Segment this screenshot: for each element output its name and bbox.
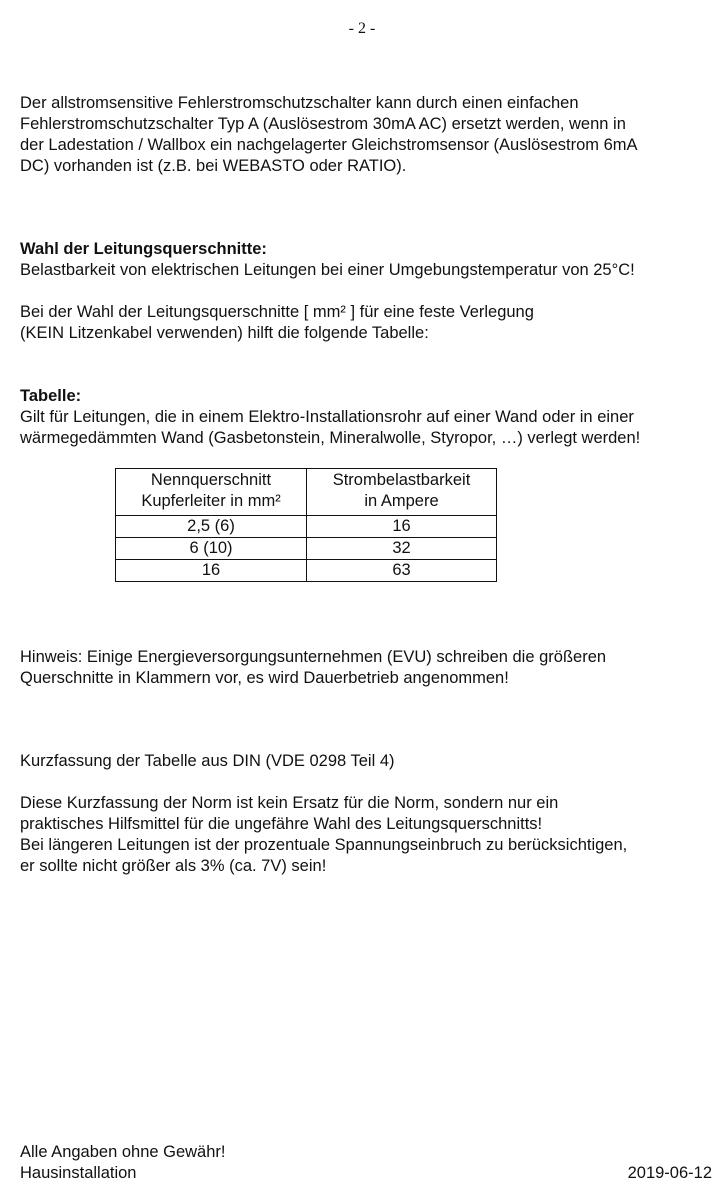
cell-cross-section: 6 (10): [116, 538, 307, 560]
footer-date: 2019-06-12: [627, 1164, 712, 1182]
table-row: [116, 538, 497, 560]
text-line: Gilt für Leitungen, die in einem Elektro-Installationsrohr auf einer Wand oder in einer: [20, 408, 634, 426]
text-line: Diese Kurzfassung der Norm ist kein Ersatz für die Norm, sondern nur ein: [20, 794, 559, 812]
footer-category: Hausinstallation: [20, 1164, 137, 1182]
text-line: DC) vorhanden ist (z.B. bei WEBASTO oder RATIO).: [20, 157, 407, 175]
summary-title: [20, 751, 710, 772]
header-line: Strombelastbarkeit: [332, 471, 471, 489]
table-row: [116, 516, 497, 538]
cell-cross-section: 16: [116, 560, 307, 582]
text-line: praktisches Hilfsmittel für die ungefähre Wahl des Leitungsquerschnitts!: [20, 815, 543, 833]
header-line: Kupferleiter in mm²: [141, 492, 281, 510]
cross-section-section: [20, 239, 710, 281]
footer-left: [20, 1142, 226, 1184]
section-heading: Wahl der Leitungsquerschnitte:: [20, 240, 267, 258]
text-line: Bei der Wahl der Leitungsquerschnitte [ mm² ] für eine feste Verlegung: [20, 303, 534, 321]
text-line: (KEIN Litzenkabel verwenden) hilft die folgende Tabelle:: [20, 324, 429, 342]
text-line: Querschnitte in Klammern vor, es wird Dauerbetrieb angenommen!: [20, 669, 509, 687]
text-line: er sollte nicht größer als 3% (ca. 7V) sein!: [20, 857, 327, 875]
text-line: der Ladestation / Wallbox ein nachgelagerter Gleichstromsensor (Auslösestrom 6mA: [20, 136, 638, 154]
footer-disclaimer: Alle Angaben ohne Gewähr!: [20, 1143, 226, 1161]
text-line: Der allstromsensitive Fehlerstromschutzschalter kann durch einen einfachen: [20, 94, 579, 112]
text-line: Bei längeren Leitungen ist der prozentuale Spannungseinbruch zu berücksichtigen,: [20, 836, 628, 854]
table-header-row: [116, 469, 497, 516]
text-line: Hinweis: Einige Energieversorgungsunternehmen (EVU) schreiben die größeren: [20, 648, 607, 666]
header-line: Nennquerschnitt: [150, 471, 272, 489]
header-cross-section: [116, 469, 307, 516]
cable-load-table: [115, 468, 497, 582]
cross-section-paragraph: [20, 302, 710, 344]
page-number: - 2 -: [348, 20, 376, 37]
header-current-capacity: [307, 469, 497, 516]
cell-ampere: 32: [307, 538, 497, 560]
cell-ampere: 63: [307, 560, 497, 582]
intro-paragraph: [20, 93, 710, 177]
cell-ampere: 16: [307, 516, 497, 538]
table-section: [20, 386, 710, 449]
text-line: wärmegedämmten Wand (Gasbetonstein, Mineralwolle, Styropor, …) verlegt werden!: [20, 429, 641, 447]
header-line: in Ampere: [364, 492, 439, 510]
summary-paragraph: [20, 793, 710, 877]
cell-cross-section: 2,5 (6): [116, 516, 307, 538]
note-paragraph: [20, 647, 710, 689]
text-line: Belastbarkeit von elektrischen Leitungen bei einer Umgebungstemperatur von 25°C!: [20, 261, 635, 279]
section-heading: Tabelle:: [20, 387, 82, 405]
text-line: Fehlerstromschutzschalter Typ A (Auslösestrom 30mA AC) ersetzt werden, wenn in: [20, 115, 626, 133]
text-line: Kurzfassung der Tabelle aus DIN (VDE 0298 Teil 4): [20, 752, 395, 770]
table-row: [116, 560, 497, 582]
